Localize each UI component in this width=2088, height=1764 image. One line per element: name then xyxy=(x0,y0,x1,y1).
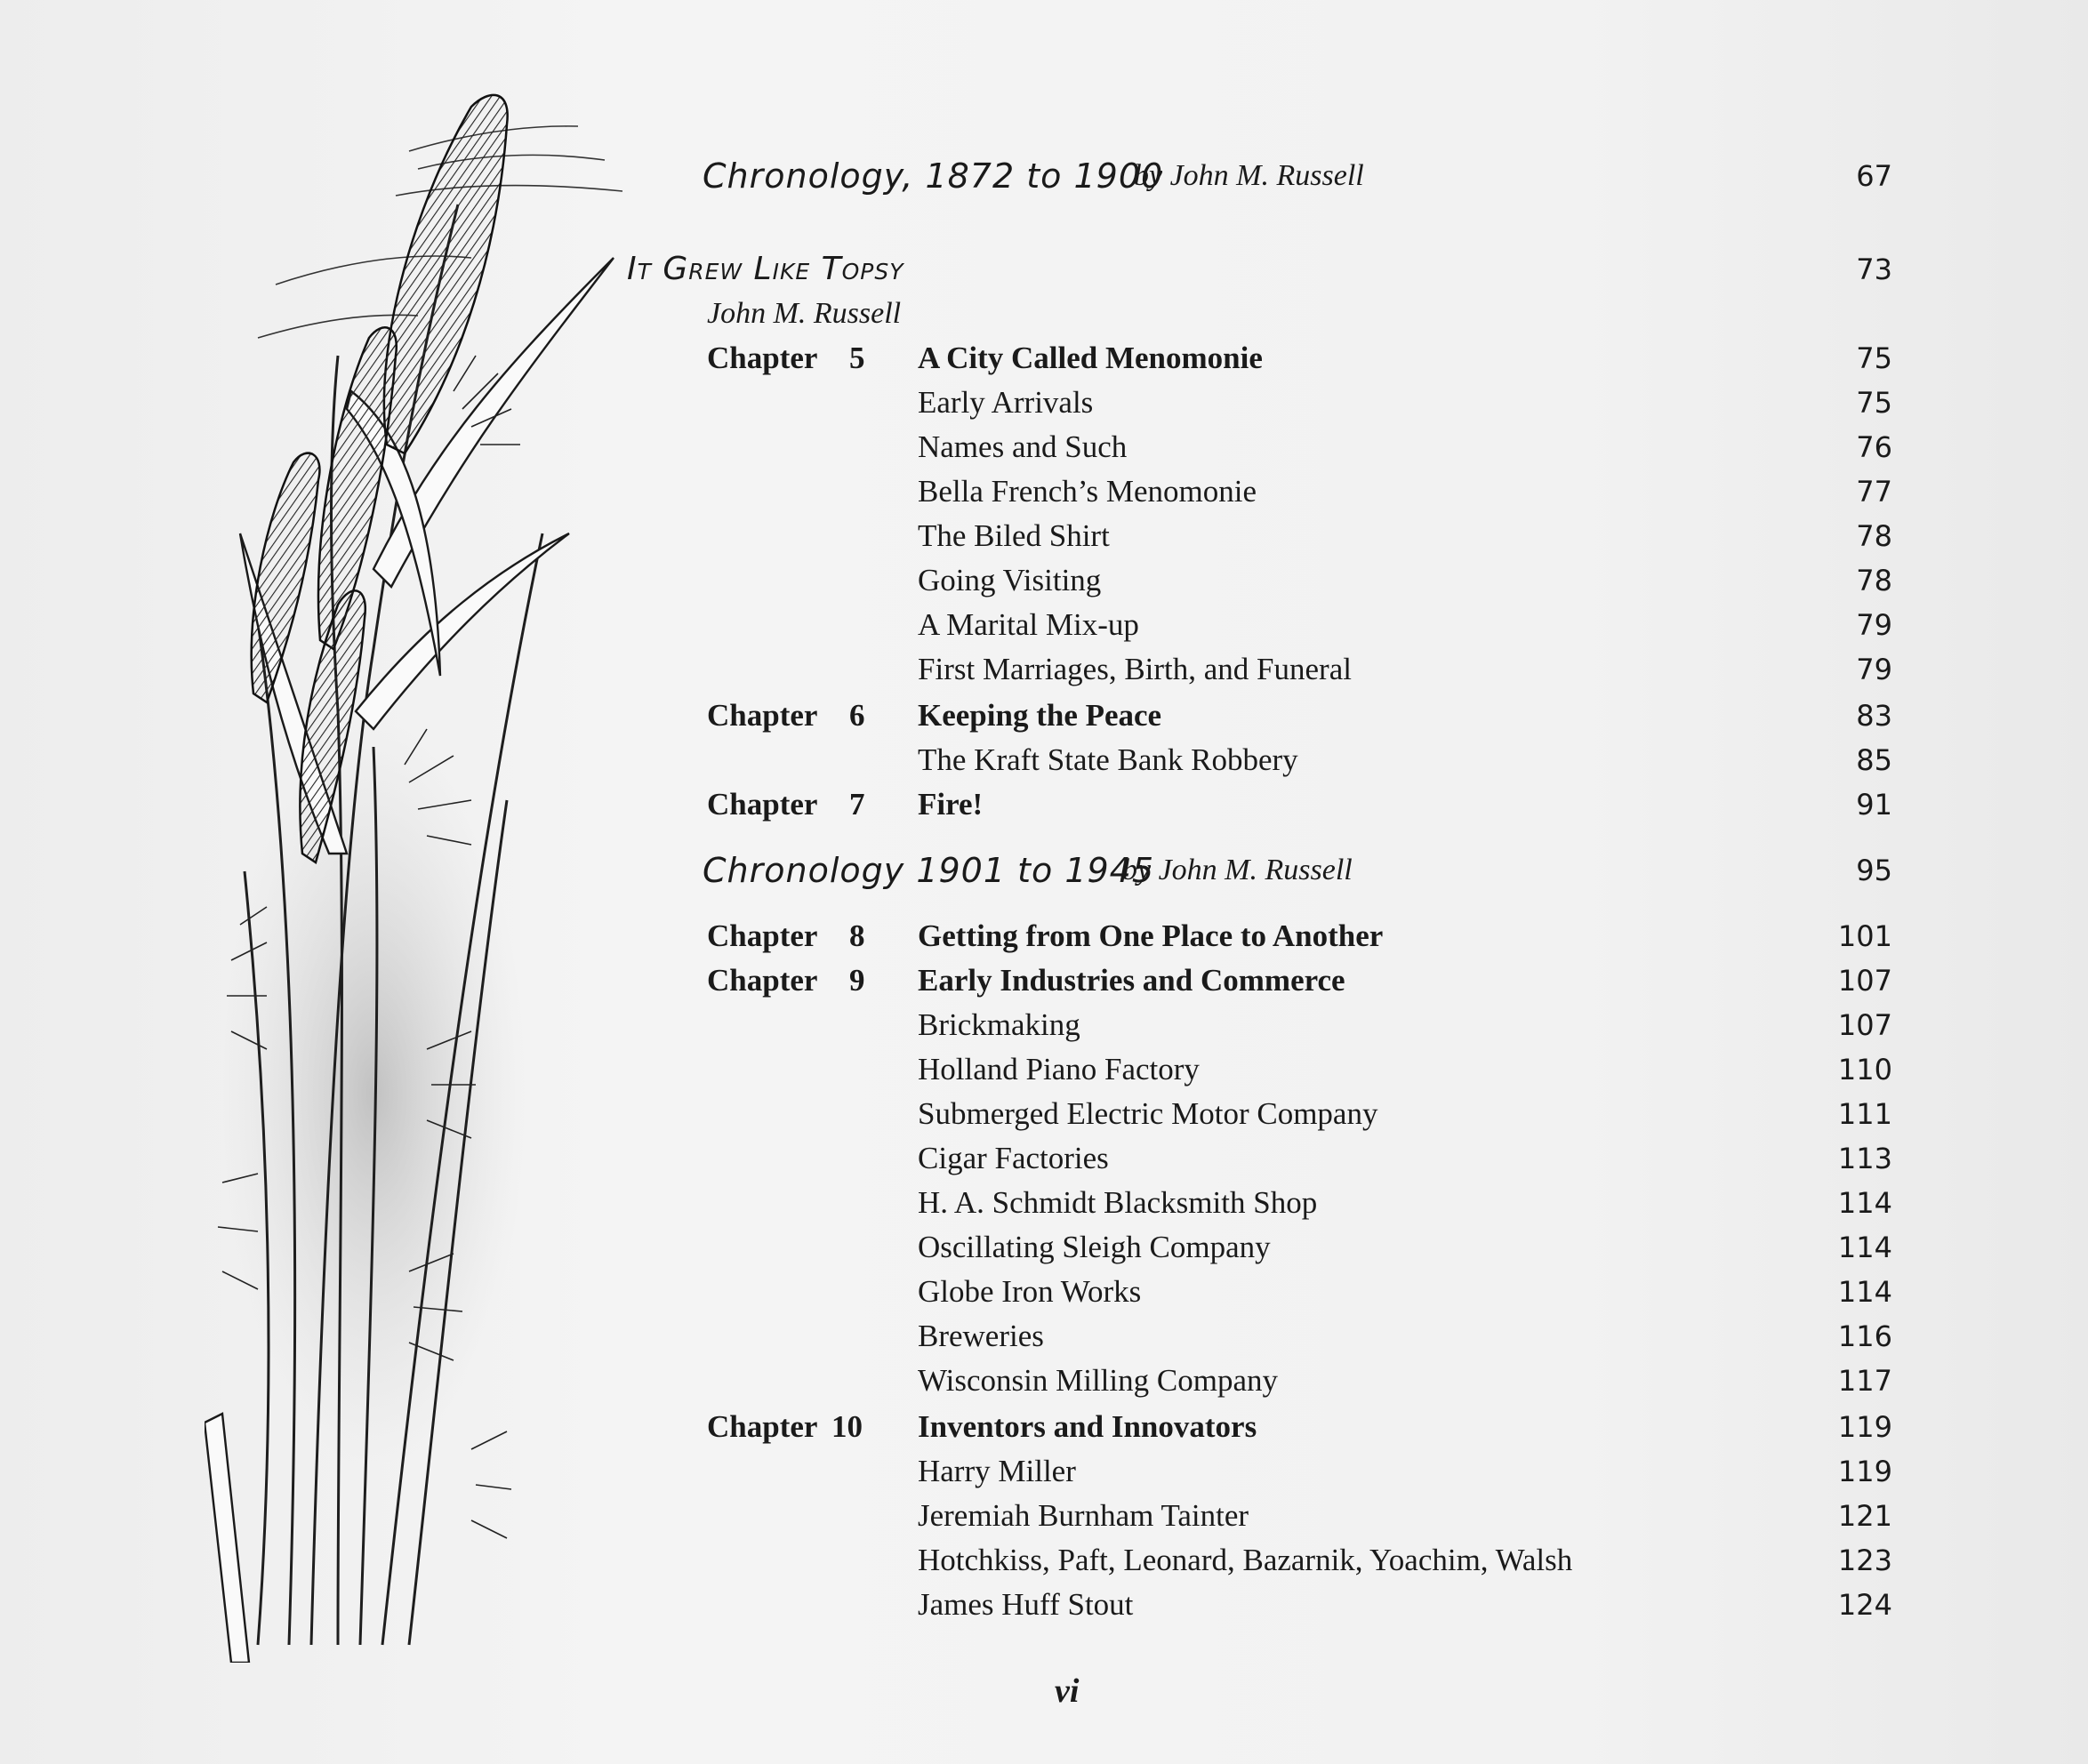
page-number: 78 xyxy=(1856,519,1892,553)
page-number: 114 xyxy=(1837,1231,1892,1264)
toc-entry[interactable] xyxy=(0,560,2088,601)
page-number: 121 xyxy=(1837,1499,1892,1533)
chapter-number: 6 xyxy=(849,698,865,733)
chapter-number: 10 xyxy=(831,1409,863,1444)
toc-entry[interactable] xyxy=(0,382,2088,423)
chapter-title: Getting from One Place to Another xyxy=(918,918,1384,953)
toc-entry[interactable] xyxy=(0,471,2088,512)
page-number: 67 xyxy=(1856,159,1892,193)
entry-title: The Biled Shirt xyxy=(918,518,1110,553)
toc-entry[interactable] xyxy=(0,1183,2088,1223)
toc-entry[interactable] xyxy=(0,1227,2088,1268)
toc-chapter-9[interactable] xyxy=(0,960,2088,1001)
page-number: 110 xyxy=(1837,1053,1892,1086)
entry-title: Jeremiah Burnham Tainter xyxy=(918,1498,1249,1533)
page-number: 107 xyxy=(1837,1008,1892,1042)
entry-title: Names and Such xyxy=(918,429,1128,464)
page-number: 123 xyxy=(1837,1544,1892,1577)
toc-chapter-8[interactable] xyxy=(0,916,2088,957)
chapter-label: Chapter xyxy=(707,341,818,375)
chapter-number: 5 xyxy=(849,341,865,375)
toc-entry[interactable] xyxy=(0,1138,2088,1179)
chronology-title: Chronology, 1872 to 1900 xyxy=(703,156,1164,196)
page-number: 75 xyxy=(1856,341,1892,375)
entry-title: H. A. Schmidt Blacksmith Shop xyxy=(918,1185,1318,1220)
chronology-title: Chronology 1901 to 1945 xyxy=(703,851,1155,890)
page-number: 124 xyxy=(1837,1588,1892,1622)
chapter-label: Chapter xyxy=(707,963,818,998)
page-number: 77 xyxy=(1856,475,1892,509)
page-number: 79 xyxy=(1856,608,1892,642)
toc-entry[interactable] xyxy=(0,1049,2088,1090)
entry-title: Globe Iron Works xyxy=(918,1274,1142,1309)
page-folio: vi xyxy=(1055,1672,1080,1710)
page-number: 107 xyxy=(1837,964,1892,998)
toc-entry[interactable] xyxy=(0,427,2088,468)
toc-part-author xyxy=(0,293,2088,334)
page-number: 114 xyxy=(1837,1275,1892,1309)
toc-entry[interactable] xyxy=(0,605,2088,645)
page-number: 76 xyxy=(1856,430,1892,464)
page-number: 91 xyxy=(1856,788,1892,822)
chronology-byline: by John M. Russell xyxy=(1122,854,1353,886)
entry-title: First Marriages, Birth, and Funeral xyxy=(918,652,1352,686)
toc-chronology-1872[interactable] xyxy=(0,156,2088,196)
entry-title: The Kraft State Bank Robbery xyxy=(918,742,1298,777)
page-number: 79 xyxy=(1856,653,1892,686)
page-number: 85 xyxy=(1856,743,1892,777)
toc-chapter-5[interactable] xyxy=(0,338,2088,379)
page-number: 113 xyxy=(1837,1142,1892,1175)
part-author: John M. Russell xyxy=(707,297,902,330)
part-title: It Grew Like Topsy xyxy=(627,251,904,287)
toc-chronology-1901[interactable] xyxy=(0,850,2088,891)
entry-title: Brickmaking xyxy=(918,1007,1080,1042)
entry-title: Submerged Electric Motor Company xyxy=(918,1096,1378,1131)
toc-entry[interactable] xyxy=(0,1316,2088,1357)
chronology-byline: by John M. Russell xyxy=(1134,159,1364,192)
page-number: 116 xyxy=(1837,1319,1892,1353)
page-number: 111 xyxy=(1837,1097,1892,1131)
page-number: 119 xyxy=(1837,1410,1892,1444)
chapter-label: Chapter xyxy=(707,1409,818,1444)
page-number: 83 xyxy=(1856,699,1892,733)
page-number: 73 xyxy=(1856,253,1892,286)
entry-title: Bella French’s Menomonie xyxy=(918,474,1257,509)
page-number: 101 xyxy=(1837,919,1892,953)
page-number: 117 xyxy=(1837,1364,1892,1398)
chapter-label: Chapter xyxy=(707,698,818,733)
toc-entry[interactable] xyxy=(0,649,2088,690)
entry-title: A Marital Mix-up xyxy=(918,607,1139,642)
chapter-title: Early Industries and Commerce xyxy=(918,963,1345,998)
chapter-title: Keeping the Peace xyxy=(918,698,1162,733)
toc-part-it-grew-like-topsy[interactable] xyxy=(0,249,2088,290)
chapter-title: Fire! xyxy=(918,787,984,822)
toc-chapter-6[interactable] xyxy=(0,695,2088,736)
toc-entry[interactable] xyxy=(0,740,2088,781)
entry-title: Holland Piano Factory xyxy=(918,1052,1200,1086)
entry-title: Harry Miller xyxy=(918,1454,1076,1488)
toc-chapter-7[interactable] xyxy=(0,784,2088,825)
page-number: 75 xyxy=(1856,386,1892,420)
chapter-label: Chapter xyxy=(707,918,818,953)
toc-entry[interactable] xyxy=(0,1094,2088,1135)
toc-entry[interactable] xyxy=(0,1005,2088,1046)
entry-title: Cigar Factories xyxy=(918,1141,1109,1175)
toc-entry[interactable] xyxy=(0,1360,2088,1401)
toc-entry[interactable] xyxy=(0,1584,2088,1625)
toc-chapter-10[interactable] xyxy=(0,1407,2088,1447)
entry-title: Hotchkiss, Paft, Leonard, Bazarnik, Yoachim, Walsh xyxy=(918,1543,1573,1577)
chapter-number: 9 xyxy=(849,963,865,998)
page-number: 119 xyxy=(1837,1455,1892,1488)
entry-title: James Huff Stout xyxy=(918,1587,1134,1622)
page-number: 78 xyxy=(1856,564,1892,597)
chapter-number: 7 xyxy=(849,787,865,822)
chapter-title: A City Called Menomonie xyxy=(918,341,1263,375)
page-number: 114 xyxy=(1837,1186,1892,1220)
toc-entry[interactable] xyxy=(0,1451,2088,1492)
entry-title: Breweries xyxy=(918,1319,1044,1353)
entry-title: Going Visiting xyxy=(918,563,1102,597)
chapter-number: 8 xyxy=(849,918,865,953)
toc-entry[interactable] xyxy=(0,1271,2088,1312)
page-number: 95 xyxy=(1856,854,1892,887)
chapter-label: Chapter xyxy=(707,787,818,822)
entry-title: Oscillating Sleigh Company xyxy=(918,1230,1271,1264)
chapter-title: Inventors and Innovators xyxy=(918,1409,1257,1444)
toc-entry[interactable] xyxy=(0,1540,2088,1581)
toc-entry[interactable] xyxy=(0,516,2088,557)
entry-title: Early Arrivals xyxy=(918,385,1094,420)
toc-entry[interactable] xyxy=(0,1495,2088,1536)
entry-title: Wisconsin Milling Company xyxy=(918,1363,1278,1398)
